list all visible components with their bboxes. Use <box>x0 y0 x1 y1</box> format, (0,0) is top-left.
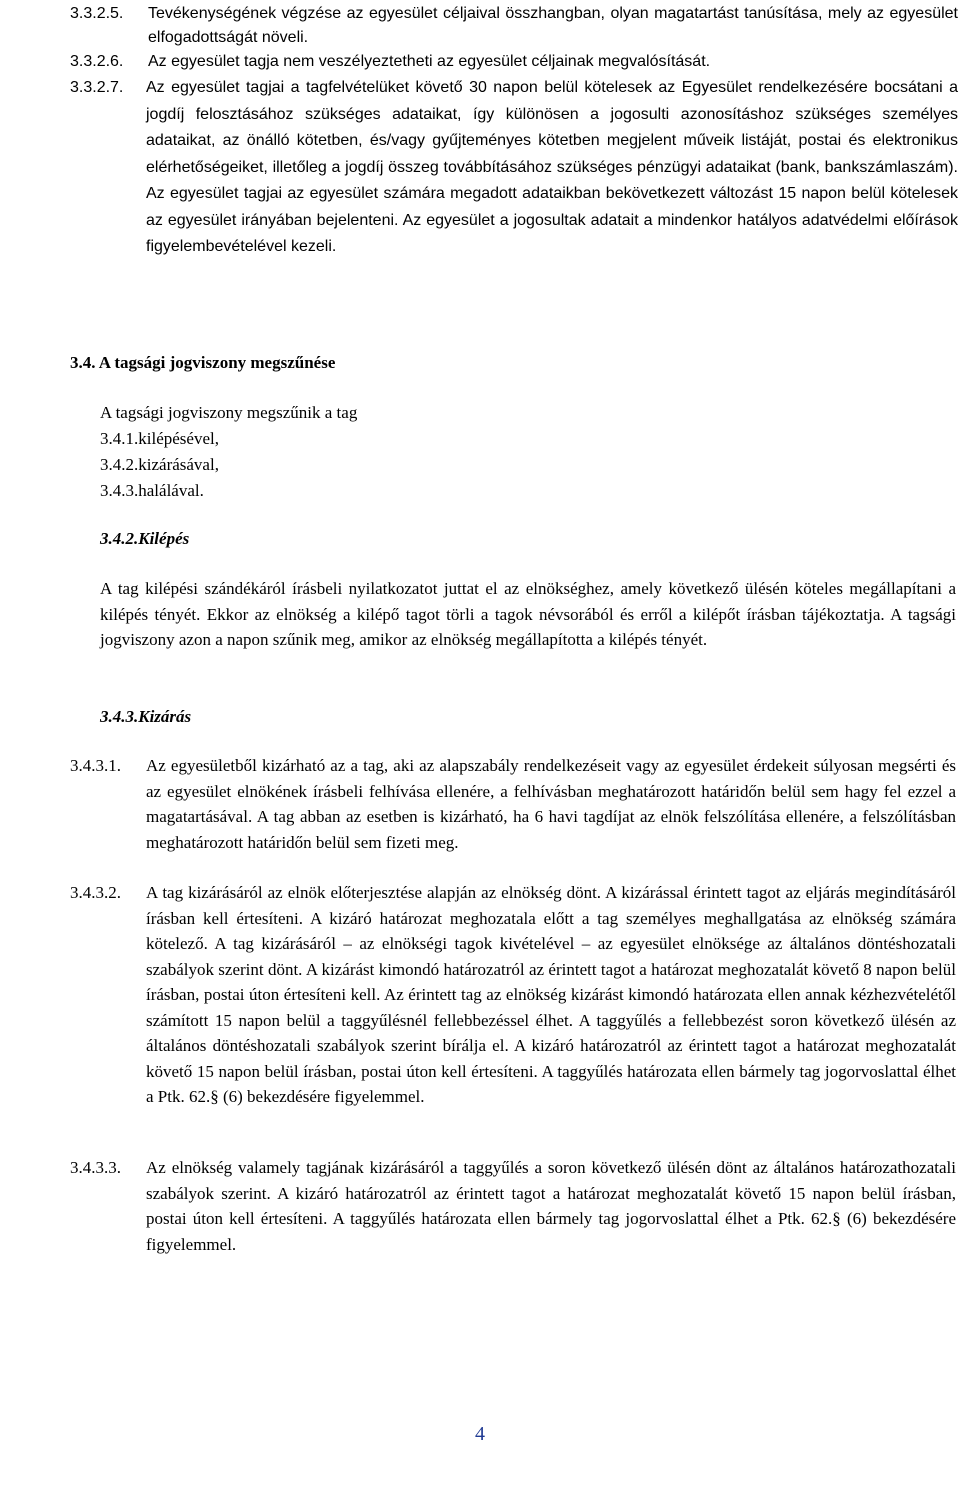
list-item: 3.4.3.halálával. <box>100 481 204 500</box>
item-number: 3.4.3.2. <box>70 883 121 902</box>
subsection-title: Kizárás <box>138 707 192 726</box>
item-text: A tag kizárásáról az elnök előterjesztése alapján az elnökség dönt. A kizárással érintett tagot az eljárás megindításáról írásban kell értesíteni. A kizáró határozat meghozatala előtt a tag személyes meghallgatása az elnökség számára kötelező. A tag kizárásáról – az elnökségi tagok kivételével – az egyesület elnöksége az általános döntéshozatali szabályok szerint dönt. A kizárást kimondó határozatról az érintett tagot a határozat meghozatalát követő 8 napon belül írásban, postai úton értesíteni kell. Az érintett tag az elnökség kizárást kimondó határozata ellen annak kézhezvételétől számított 15 napon belül a taggyűlésnél fellebbezéssel élhet. A taggyűlés a fellebbezést soron következő ülésén az általános döntéshozatali szabályok szerint bírálja el. A kizáró határozatról az érintett tagot a határozat meghozatalát követő 15 napon belül írásban, postai úton kell értesíteni. A taggyűlés határozata ellen bármely tag jogorvoslattal élhet a Ptk. 62.§ (6) bekezdésére figyelemmel. <box>146 883 956 1106</box>
item-number: 3.4.3.3. <box>70 1158 121 1177</box>
list-item: 3.4.1.kilépésével, <box>100 429 219 448</box>
list-item <box>70 2 958 49</box>
list-item <box>70 880 956 1110</box>
item-text: Az egyesület tagjai a tagfelvételüket követő 30 napon belül kötelesek az Egyesület rendelkezésére bocsátani a jogdíj felosztásához szükséges adataikat, így különösen a jogosulti azonosításhoz szükséges személyes adataikat, az önálló kötetben, és/vagy gyűjteményes kötetben megjelent műveik listáját, postai és elektronikus elérhetőségeiket, illetőleg a jogdíj összeg továbbításához szükséges pénzügyi adataikat (bank, bankszámlaszám). Az egyesület tagjai az egyesület számára megadott adataikban bekövetkezett változást 15 napon belül kötelesek az egyesület irányában bejelenteni. Az egyesület a jogosultak adatait a mindenkor hatályos adatvédelmi előírások figyelembevételével kezeli. <box>146 79 958 255</box>
paragraph: A tag kilépési szándékáról írásbeli nyilatkozatot juttat el az elnökséghez, amely következő ülésén köteles megállapítani a kilépés tényét. Ekkor az elnökség a kilépő tagot törli a tagok névsorából és erről a kilépőt írásban tájékoztatja. A tagsági jogviszony azon a napon szűnik meg, amikor az elnökség megállapította a kilépés tényét. <box>100 579 956 649</box>
page-number: 4 <box>475 1423 485 1445</box>
subsection-title: Kilépés <box>138 529 190 548</box>
item-text: Az egyesület tagja nem veszélyeztetheti az egyesület céljainak megvalósítását. <box>148 53 711 70</box>
list-item <box>70 75 958 261</box>
item-number: 3.3.2.5. <box>70 5 124 22</box>
subsection-number: 3.4.3. <box>100 707 139 726</box>
section-heading: 3.4. A tagsági jogviszony megszűnése <box>70 353 336 372</box>
list-item <box>70 1155 956 1257</box>
item-number: 3.3.2.7. <box>70 79 124 96</box>
item-text: Tevékenységének végzése az egyesület céljaival összhangban, olyan magatartást tanúsítása, mely az egyesület elfogadottságát növeli. <box>148 5 958 46</box>
subsection-number: 3.4.2. <box>100 529 139 548</box>
list-item <box>70 753 956 855</box>
item-text: Az elnökség valamely tagjának kizárásáról a taggyűlés a soron következő ülésén dönt az általános határozathozatali szabályok szerint. A kizáró határozatról az érintett tagot a határozat meghozatalát követő 15 napon belül írásban, postai úton kell értesíteni. A taggyűlés határozata ellen bármely tag jogorvoslattal élhet a Ptk. 62.§ (6) bekezdésére figyelemmel. <box>146 1158 956 1254</box>
subsection-heading <box>100 526 189 552</box>
item-number: 3.3.2.6. <box>70 53 124 70</box>
item-number: 3.4.3.1. <box>70 756 121 775</box>
item-text: Az egyesületből kizárható az a tag, aki az alapszabály rendelkezéseit vagy az egyesület érdekeit súlyosan megsérti és az egyesület elnökének írásbeli felhívása ellenére, a felhívásban meghatározott határidőn belül sem hagy fel ezzel a magatartásával. A tag abban az esetben is kizárható, ha 6 havi tagdíjat az elnök felszólítása ellenére, a felszólításban meghatározott határidőn belül sem fizeti meg. <box>146 756 956 852</box>
list-item: 3.4.2.kizárásával, <box>100 455 219 474</box>
subsection-heading <box>100 704 191 730</box>
list-item <box>70 50 958 74</box>
section-intro: A tagsági jogviszony megszűnik a tag <box>100 403 358 422</box>
